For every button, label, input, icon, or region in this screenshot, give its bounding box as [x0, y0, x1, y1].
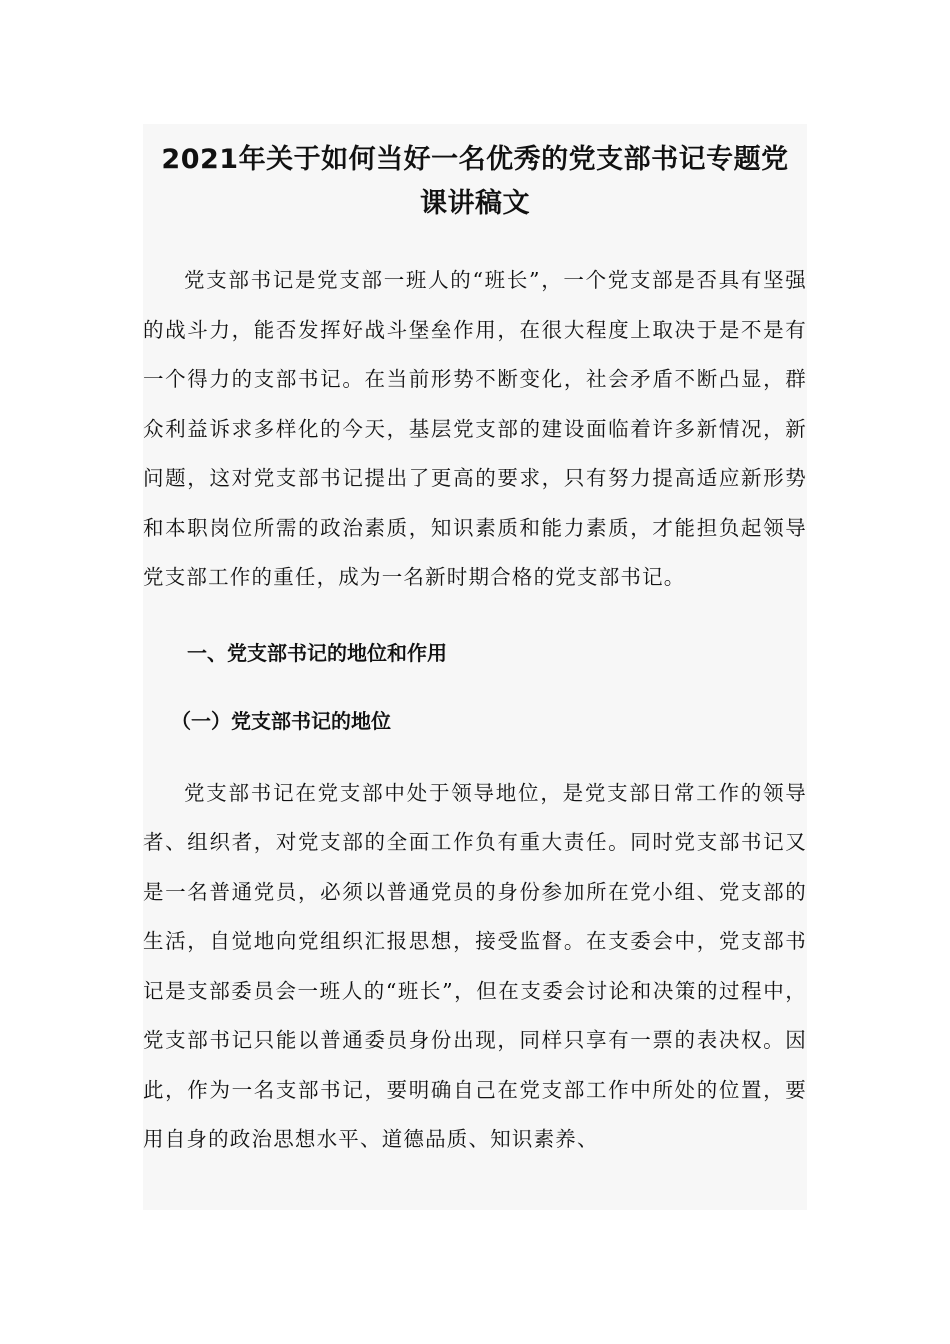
body-paragraph: 党支部书记在党支部中处于领导地位，是党支部日常工作的领导者、组织者，对党支部的全面工作负有重大责任。同时党支部书记又是一名普通党员，必须以普通党员的身份参加所在党小组、党支部的生活，自觉地向党组织汇报思想，接受监督。在支委会中，党支部书记是支部委员会一班人的“班长”，但在支委会讨论和决策的过程中，党支部书记只能以普通委员身份出现，同样只享有一票的表决权。因此，作为一名支部书记，要明确自己在党支部工作中所处的位置，要用自身的政治思想水平、道德品质、知识素养、	[143, 780, 807, 1151]
section-heading: 一、党支部书记的地位和作用	[187, 640, 447, 665]
document-page	[143, 124, 807, 1210]
intro-paragraph: 党支部书记是党支部一班人的“班长”，一个党支部是否具有坚强的战斗力，能否发挥好战斗堡垒作用，在很大程度上取决于是不是有一个得力的支部书记。在当前形势不断变化，社会矛盾不断凸显，群众利益诉求多样化的今天，基层党支部的建设面临着许多新情况，新问题，这对党支部书记提出了更高的要求，只有努力提高适应新形势和本职岗位所需的政治素质，知识素质和能力素质，才能担负起领导党支部工作的重任，成为一名新时期合格的党支部书记。	[143, 268, 807, 589]
title-line-1: 2021年关于如何当好一名优秀的党支部书记专题党	[161, 144, 789, 175]
subsection-heading: （一）党支部书记的地位	[171, 708, 391, 733]
document-title	[143, 124, 807, 226]
title-line-2: 课讲稿文	[420, 188, 530, 219]
